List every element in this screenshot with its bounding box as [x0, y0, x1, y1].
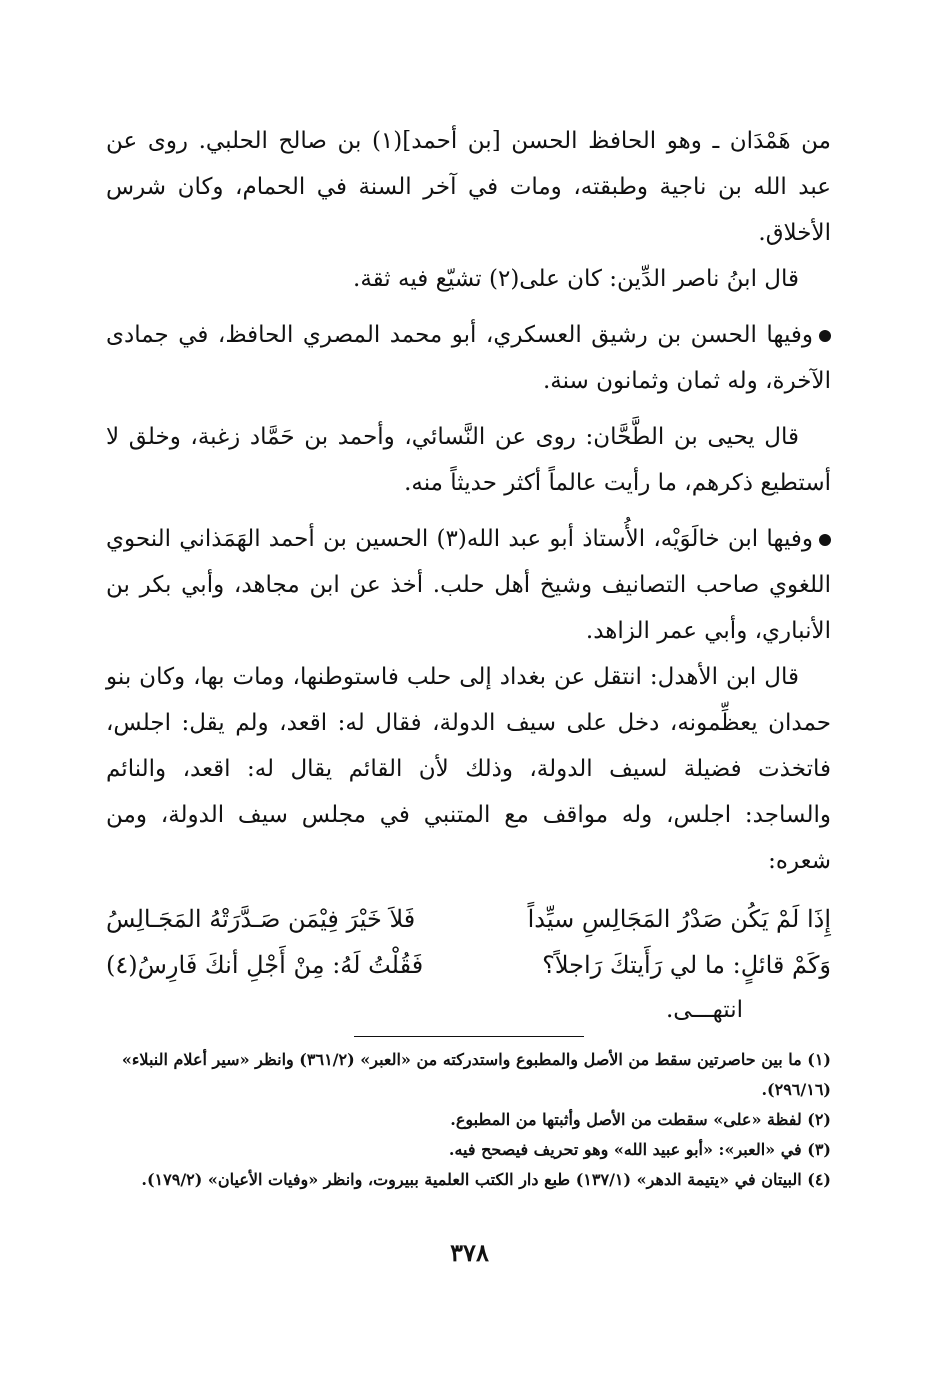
paragraph-ibn-nasir: قال ابنُ ناصر الدِّين: كان على(٢) تشيّع فيه ثقة.	[353, 266, 799, 292]
footnote-4: (٤) البيتان في «يتيمة الدهر» (١٣٧/١) طبع دار الكتب العلمية ببيروت، وانظر «وفيات الأعيان» (١٧٩/٢).	[141, 1170, 831, 1189]
footnotes	[106, 1045, 831, 1195]
footnote-divider	[354, 1036, 584, 1037]
page-number: ٣٧٨	[450, 1238, 489, 1267]
footnote-2: (٢) لفظة «على» سقطت من الأصل وأثبتها من المطبوع.	[450, 1110, 831, 1129]
paragraph-hamdan: من هَمْدَان ـ وهو الحافظ الحسن [بن أحمد](١) بن صالح الحلبي. روى عن عبد الله بن ناجية وطبقته، ومات في آخر السنة في الحمام، وكان شرس الأخلاق.	[106, 128, 831, 246]
footnote-1: (١) ما بين حاصرتين سقط من الأصل والمطبوع واستدركته من «العبر» (٣٦١/٢) وانظر «سير أعلام النبلاء» (٢٩٦/١٦).	[121, 1050, 831, 1099]
verse-first-hemistich: إِذَا لَمْ يَكُن صَدْرُ المَجَالِسِ سيِّداً	[527, 905, 831, 933]
paragraph-tahhan: قال يحيى بن الطَّحَّان: روى عن النَّسائي، وأحمد بن حَمَّاد زغبة، وخلق لا أستطيع ذكرهم، ما رأيت عالماً أكثر حديثاً منه.	[106, 424, 831, 496]
paragraph-ibn-rashiq	[106, 312, 831, 404]
verse-second-hemistich: فَقُلْتُ لَهُ: مِنْ أَجْلِ أنكَ فَارِسُ(٤)	[106, 951, 424, 979]
paragraph-ibn-rashiq-text: وفيها الحسن بن رشيق العسكري، أبو محمد المصري الحافظ، في جمادى الآخرة، وله ثمان وثمانون سنة.	[106, 322, 831, 394]
paragraph-ibn-khalawayh-text: وفيها ابن خالَوَيْه، الأُستاذ أبو عبد الله(٣) الحسين بن أحمد الهَمَذاني النحوي اللغوي صاحب التصانيف وشيخ أهل حلب. أخذ عن ابن مجاهد، وأبي بكر بن الأنباري، وأبي عمر الزاهد.	[106, 526, 831, 644]
bullet-icon	[819, 330, 831, 342]
ending-note: انتهـــى.	[665, 997, 743, 1023]
paragraph-ibn-khalawayh	[106, 516, 831, 654]
paragraph-ibn-ahdal: قال ابن الأهدل: انتقل عن بغداد إلى حلب فاستوطنها، ومات بها، وكان بنو حمدان يعظِّمونه، دخل على سيف الدولة، فقال له: اقعد، ولم يقل: اجلس، فاتخذت فضيلة لسيف الدولة، وذلك لأن القائم يقال له: اقعد، والنائم والساجد: اجلس، وله مواقف مع المتنبي في مجلس سيف الدولة، ومن شعره:	[106, 664, 831, 874]
poem-verse	[106, 942, 831, 988]
verse-first-hemistich: وَكَمْ قائلٍ: ما لي رَأَيتكَ رَاجلاً؟	[542, 951, 831, 979]
bullet-icon	[819, 534, 831, 546]
footnote-3: (٣) في «العبر»: «أبو عبيد الله» وهو تحريف فيصحح فيه.	[448, 1140, 831, 1159]
verse-second-hemistich: فَلاَ خَيْرَ فِيْمَن صَـدَّرَتْهُ المَجَـالِسُ	[106, 905, 416, 933]
poem	[106, 896, 831, 988]
poem-verse	[106, 896, 831, 942]
